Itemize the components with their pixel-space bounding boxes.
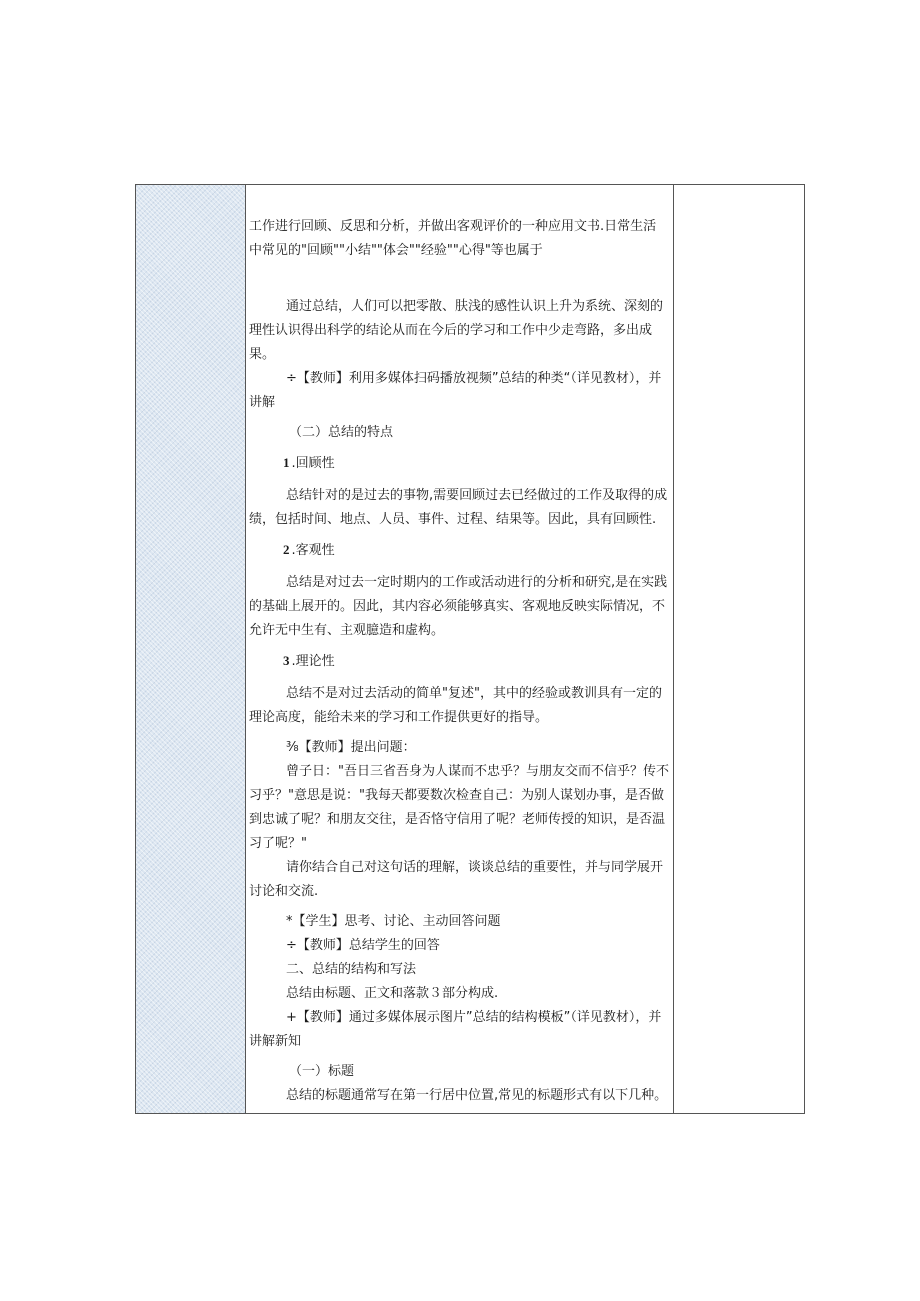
heading-theory-label: .理论性 [291,654,335,669]
para-teacher-video: ÷【教师】利用多媒体扫码播放视频”总结的种类“（详见教材），并讲解 [249,371,662,410]
para-discussion: 请你结合自己对这句话的理解，谈谈总结的重要性，并与同学展开讨论和交流. [249,860,664,899]
para-teacher-template: +【教师】通过多媒体展示图片”总结的结构模板”（详见教材），并讲解新知 [249,1010,662,1049]
heading-review-number: 1 [283,455,290,470]
para-structure: 总结由标题、正文和落款３部分构成. [286,986,499,1001]
heading-theory [249,649,669,674]
para-review: 总结针对的是过去的事物,需要回顾过去已经做过的工作及取得的成绩，包括时间、地点、人员、事件、过程、结果等。因此，具有回顾性. [249,488,668,527]
lesson-table [135,184,805,1114]
heading-structure: 二、总结的结构和写法 [286,962,417,977]
para-student: *【学生】思考、讨论、主动回答问题 [286,914,501,929]
table-right-column [674,185,804,1113]
para-quote: 曾子日："吾日三省吾身为人谋而不忠乎？与朋友交而不信乎？传不习乎？"意思是说："我每天都要数次检查自己：为别人谋划办事，是否做到忠诚了呢？和朋友交往，是否恪守信用了呢？老师传授的知识，是否温习了呢？" [249,764,669,851]
heading-objective [249,538,669,563]
heading-theory-number: 3 [283,653,290,668]
para-definition: 工作进行回顾、反思和分析，并做出客观评价的一种应用文书.日常生活中常见的"回顾""小结""体会""经验""心得"等也属于 [249,219,657,258]
heading-features: （二）总结的特点 [289,425,394,440]
heading-review-label: .回顾性 [291,456,335,471]
para-theory: 总结不是对过去活动的简单"复述"，其中的经验或教训具有一定的理论高度，能给未来的学习和工作提供更好的指导。 [249,686,662,725]
table-left-column [136,185,246,1113]
heading-review [249,451,669,476]
para-title-forms: 总结的标题通常写在第一行居中位置,常见的标题形式有以下几种。 [286,1088,668,1103]
para-teacher-summary: ÷【教师】总结学生的回答 [286,938,440,953]
para-objective: 总结是对过去一定时期内的工作或活动进行的分析和研究,是在实践的基础上展开的。因此，其内容必须能够真实、客观地反映实际情况，不允许无中生有、主观臆造和虚构。 [249,575,668,638]
para-purpose: 通过总结，人们可以把零散、肤浅的感性认识上升为系统、深刻的理性认识得出科学的结论从而在今后的学习和工作中少走弯路，多出成果。 [249,299,664,362]
para-teacher-question: ⅜【教师】提出问题： [286,740,416,755]
heading-objective-label: .客观性 [291,543,335,558]
heading-title: （一）标题 [289,1064,355,1079]
table-content-column [246,185,674,1113]
heading-objective-number: 2 [283,542,290,557]
